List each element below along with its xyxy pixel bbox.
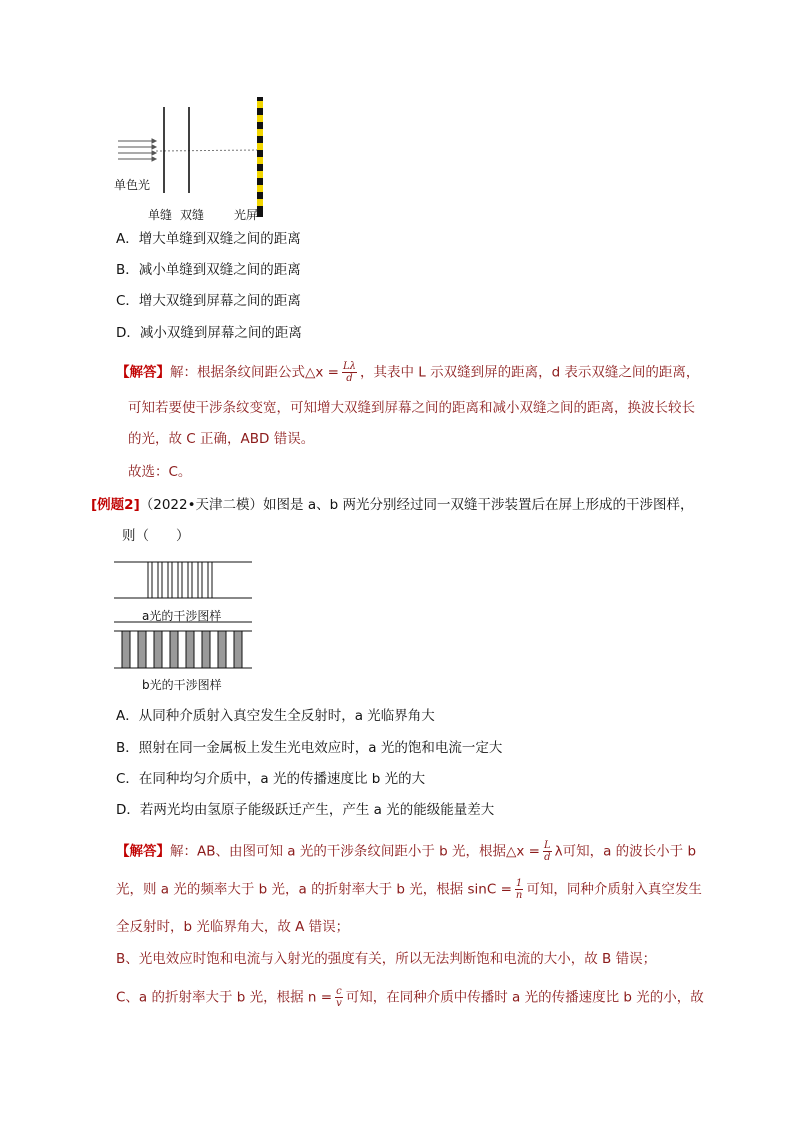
- critical-angle-fraction: $\frac{1}{n}$: [515, 878, 523, 901]
- q2-solution-line1: [116, 840, 696, 863]
- solution-text: 光，则 a 光的频率大于 b 光，a 的折射率大于 b 光，根据 sinC =: [116, 881, 512, 898]
- q2-solution-line5: [116, 986, 704, 1009]
- q2-solution-line2: [116, 878, 702, 901]
- q1-option-c: C．增大双缝到屏幕之间的距离: [116, 293, 301, 309]
- solution-text: 解：根据条纹间距公式△x =: [170, 364, 339, 381]
- example-stem: （2022•天津二模）如图是 a、b 两光分别经过同一双缝干涉装置后在屏上形成的干涉图样，: [139, 497, 694, 513]
- source-label: 单色光: [114, 178, 151, 192]
- pattern-a: [114, 562, 252, 598]
- optical-axis: [156, 150, 260, 151]
- solution-text: 可知，在同种介质中传播时 a 光的传播速度比 b 光的小，故: [345, 989, 704, 1006]
- example2-stem-line1: [91, 495, 693, 515]
- screen-label: 光屏: [234, 208, 259, 222]
- q2-option-a: A．从同种介质射入真空发生全反射时，a 光临界角大: [116, 708, 435, 724]
- incident-light-arrows: [118, 139, 156, 161]
- screen-fringes: [257, 97, 263, 217]
- fringe-spacing-fraction: $\frac{L}{d}$: [543, 840, 551, 863]
- q2-option-c: C．在同种均匀介质中，a 光的传播速度比 b 光的大: [116, 771, 426, 787]
- solution-text: 可知，同种介质射入真空发生: [526, 881, 702, 898]
- pattern-a-caption: a光的干涉图样: [142, 609, 222, 623]
- q1-option-b: B．减小单缝到双缝之间的距离: [116, 262, 301, 278]
- solution-tag: 【解答】: [116, 843, 170, 860]
- fringe-spacing-fraction: $\frac{L\lambda}{d}$: [342, 361, 356, 384]
- pattern-b-caption: b光的干涉图样: [142, 678, 222, 692]
- q1-option-a: A．增大单缝到双缝之间的距离: [116, 231, 301, 247]
- q2-solution-line3: 全反射时，b 光临界角大，故 A 错误；: [116, 919, 350, 935]
- q2-option-b: B．照射在同一金属板上发生光电效应时，a 光的饱和电流一定大: [116, 740, 503, 756]
- refractive-index-fraction: $\frac{c}{v}$: [336, 986, 342, 1009]
- solution-tag: 【解答】: [116, 364, 170, 381]
- solution-text: 解：AB、由图可知 a 光的干涉条纹间距小于 b 光，根据△x =: [170, 843, 540, 860]
- q1-option-d: D．减小双缝到屏幕之间的距离: [116, 325, 302, 341]
- solution-text: C、a 的折射率大于 b 光，根据 n =: [116, 989, 333, 1006]
- q2-option-d: D．若两光均由氢原子能级跃迁产生，产生 a 光的能级能量差大: [116, 802, 495, 818]
- solution-text: λ可知，a 的波长小于 b: [554, 843, 697, 860]
- solution-text: ，其表中 L 示双缝到屏的距离，d 表示双缝之间的距离，: [359, 364, 700, 381]
- example-tag: [例题2]: [91, 497, 140, 513]
- q1-solution-line3: 的光，故 C 正确，ABD 错误。: [128, 431, 315, 447]
- q1-solution-line2: 可知若要使干涉条纹变宽，可知增大双缝到屏幕之间的距离和减小双缝之间的距离，换波长较长: [128, 400, 695, 416]
- q1-answer-choice: 故选：C。: [128, 464, 192, 480]
- pattern-b: [114, 631, 252, 668]
- example2-stem-line2: 则（ ）: [122, 528, 190, 544]
- single-slit-label: 单缝: [148, 208, 173, 222]
- q1-solution-line1: [116, 361, 699, 384]
- double-slit-label: 双缝: [180, 208, 205, 222]
- q2-solution-line4: B、光电效应时饱和电流与入射光的强度有关，所以无法判断饱和电流的大小，故 B 错误；: [116, 951, 657, 967]
